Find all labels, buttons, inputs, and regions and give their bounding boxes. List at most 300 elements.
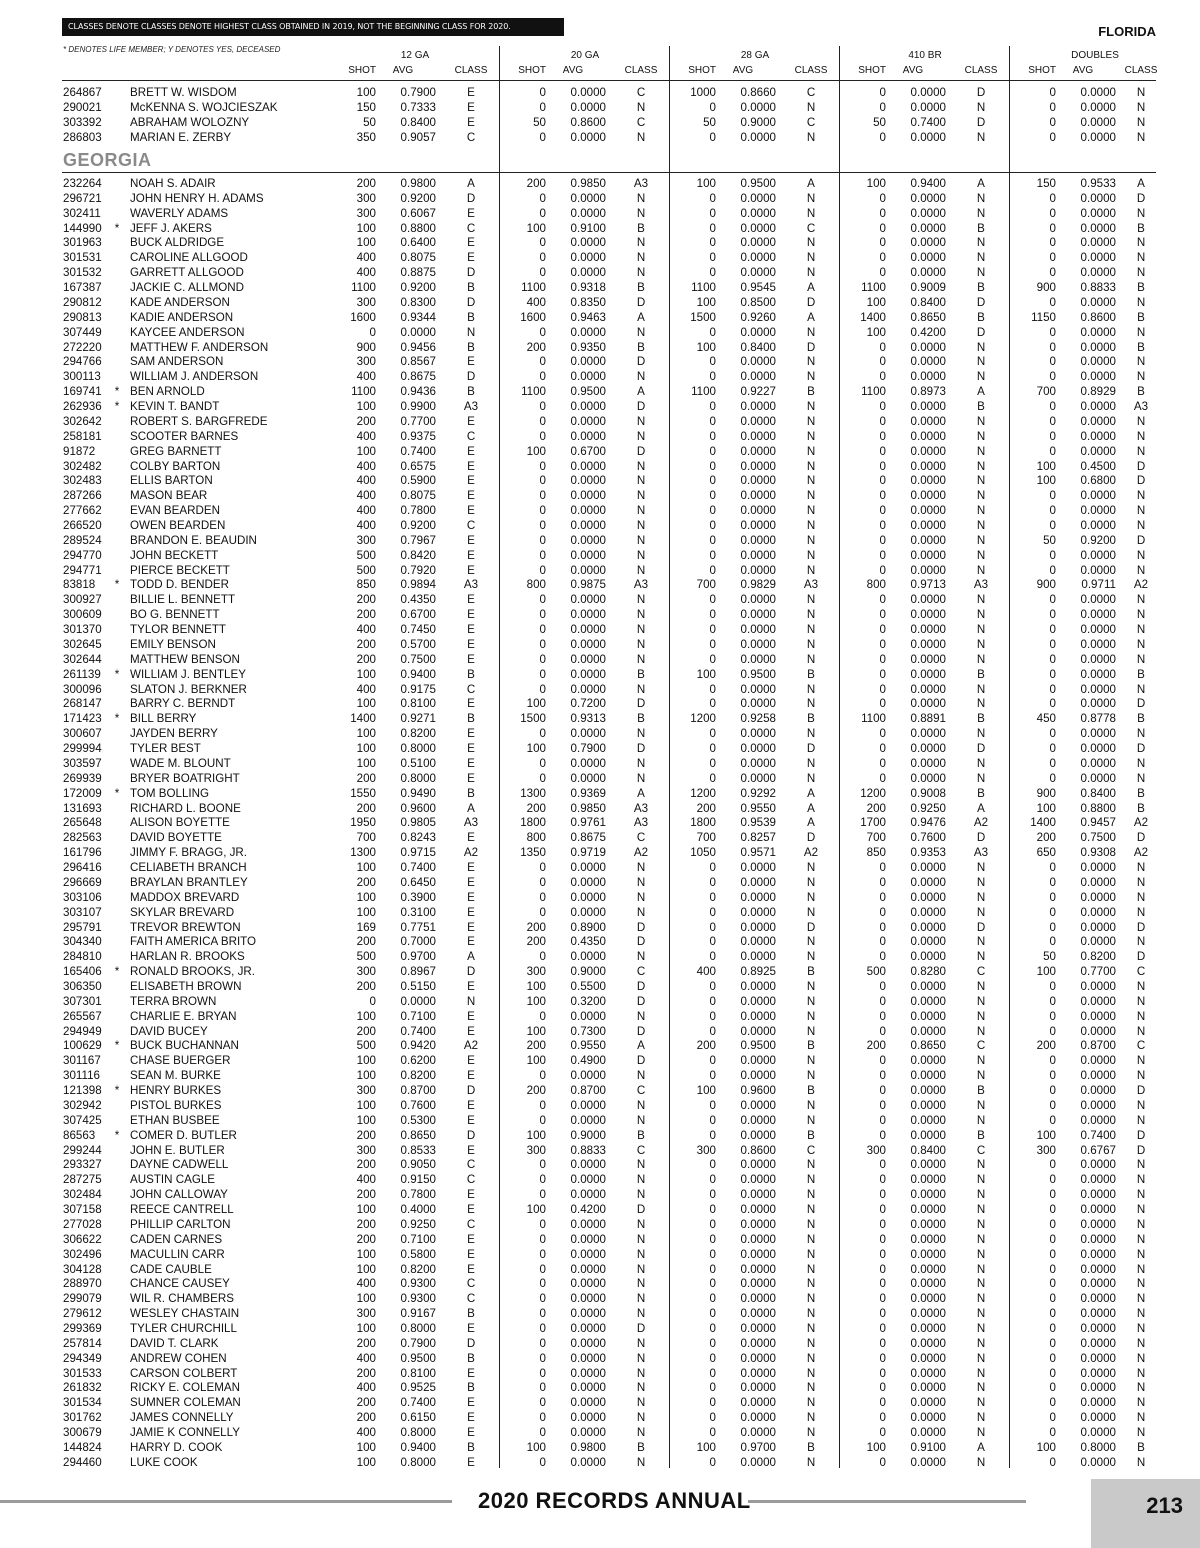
class-rating: N xyxy=(806,1203,816,1217)
shot-count: 0 xyxy=(709,756,716,770)
shot-count: 0 xyxy=(709,682,716,696)
shot-count: 0 xyxy=(1049,1188,1056,1202)
class-rating: A3 xyxy=(1133,400,1149,414)
average: 0.0000 xyxy=(910,1396,946,1410)
class-rating: D xyxy=(466,1084,476,1098)
class-rating: N xyxy=(976,935,986,949)
shot-count: 100 xyxy=(356,1069,376,1083)
shot-count: 0 xyxy=(879,1381,886,1395)
shot-count: 0 xyxy=(709,1262,716,1276)
shot-count: 0 xyxy=(879,100,886,114)
member-id: 169741 xyxy=(63,385,102,399)
shot-count: 300 xyxy=(356,355,376,369)
shot-count: 0 xyxy=(709,1009,716,1023)
class-rating: E xyxy=(467,771,475,785)
shot-count: 0 xyxy=(879,1009,886,1023)
class-rating: B xyxy=(807,1128,815,1142)
average: 0.7400 xyxy=(400,1024,436,1038)
average: 0.9829 xyxy=(740,578,776,592)
shot-count: 200 xyxy=(356,1396,376,1410)
shot-count: 0 xyxy=(709,593,716,607)
class-rating: N xyxy=(636,563,646,577)
column-group-1: 12 GA xyxy=(400,50,430,61)
table-row xyxy=(0,504,1200,519)
class-rating: A xyxy=(467,950,475,964)
shot-count: 0 xyxy=(1049,370,1056,384)
shot-count: 1100 xyxy=(521,385,546,399)
shot-count: 0 xyxy=(709,1113,716,1127)
class-rating: B xyxy=(467,667,475,681)
average: 0.0000 xyxy=(740,979,776,993)
member-id: 300927 xyxy=(63,593,102,607)
class-rating: N xyxy=(1136,504,1146,518)
average: 0.0000 xyxy=(740,130,776,144)
shot-count: 100 xyxy=(356,86,376,99)
shot-count: 0 xyxy=(709,994,716,1008)
class-rating: C xyxy=(806,115,816,129)
shot-count: 0 xyxy=(879,890,886,904)
member-name: WILLIAM J. ANDERSON xyxy=(130,370,259,384)
class-rating: N xyxy=(806,325,816,339)
class-rating: N xyxy=(636,459,646,473)
shot-count: 0 xyxy=(709,1396,716,1410)
class-rating: N xyxy=(1136,1054,1146,1068)
shot-count: 0 xyxy=(1049,623,1056,637)
shot-count: 200 xyxy=(356,979,376,993)
shot-count: 0 xyxy=(539,1426,546,1440)
average: 0.3200 xyxy=(570,994,606,1008)
member-name: FAITH AMERICA BRITO xyxy=(130,935,257,949)
shot-count: 0 xyxy=(1049,727,1056,741)
member-id: 302645 xyxy=(63,637,102,651)
average: 0.8660 xyxy=(740,86,776,99)
average: 0.0000 xyxy=(570,266,606,280)
member-id: 294949 xyxy=(63,1024,102,1038)
class-rating: E xyxy=(467,593,475,607)
member-id: 300096 xyxy=(63,682,102,696)
shot-count: 0 xyxy=(539,100,546,114)
shot-count: 1800 xyxy=(690,816,716,830)
average: 0.0000 xyxy=(570,950,606,964)
class-rating: N xyxy=(806,1381,816,1395)
class-rating: N xyxy=(806,1321,816,1335)
shot-count: 0 xyxy=(709,1411,716,1425)
member-name: ABRAHAM WOLOZNY xyxy=(130,115,250,129)
shot-count: 100 xyxy=(526,994,546,1008)
average: 0.6067 xyxy=(400,206,436,220)
class-rating: D xyxy=(466,1128,476,1142)
class-rating: D xyxy=(976,920,986,934)
average: 0.8700 xyxy=(570,1084,606,1098)
average: 0.0000 xyxy=(1080,623,1116,637)
shot-count: 400 xyxy=(356,489,376,503)
member-id: 301167 xyxy=(63,1054,101,1068)
average: 0.0000 xyxy=(910,1381,946,1395)
average: 0.8700 xyxy=(1080,1039,1116,1053)
class-rating: N xyxy=(976,548,986,562)
class-rating: N xyxy=(636,637,646,651)
average: 0.0000 xyxy=(570,771,606,785)
class-rating: B xyxy=(807,1084,815,1098)
member-name: ALISON BOYETTE xyxy=(130,816,230,830)
average: 0.8600 xyxy=(740,1143,776,1157)
shot-count: 400 xyxy=(356,1351,376,1365)
member-id: 257814 xyxy=(63,1336,102,1350)
member-id: 301116 xyxy=(63,1069,100,1083)
average: 0.0000 xyxy=(570,890,606,904)
life-member-mark: * xyxy=(114,786,120,800)
average: 0.0000 xyxy=(740,489,776,503)
class-rating: N xyxy=(976,563,986,577)
shot-count: 0 xyxy=(539,593,546,607)
shot-count: 1050 xyxy=(690,846,716,860)
table-row xyxy=(0,1292,1200,1307)
member-name: SEAN M. BURKE xyxy=(130,1069,221,1083)
shot-count: 200 xyxy=(356,1336,376,1350)
shot-count: 0 xyxy=(879,1203,886,1217)
average: 0.0000 xyxy=(570,236,606,250)
shot-count: 0 xyxy=(539,652,546,666)
table-row xyxy=(0,1352,1200,1367)
member-name: BEN ARNOLD xyxy=(130,385,205,399)
shot-count: 0 xyxy=(879,935,886,949)
member-id: 91872 xyxy=(63,444,96,458)
class-rating: N xyxy=(806,533,816,547)
shot-count: 800 xyxy=(866,578,886,592)
shot-count: 0 xyxy=(539,325,546,339)
shot-count: 200 xyxy=(356,935,376,949)
shot-count: 0 xyxy=(539,1217,546,1231)
table-row xyxy=(0,906,1200,921)
table-row xyxy=(0,385,1200,400)
average: 0.7900 xyxy=(400,86,436,99)
class-rating: N xyxy=(636,191,646,205)
shot-count: 100 xyxy=(866,1440,886,1454)
class-rating: A2 xyxy=(803,846,819,860)
average: 0.0000 xyxy=(570,1455,606,1469)
class-rating: E xyxy=(467,1113,475,1127)
average: 0.9550 xyxy=(740,801,776,815)
class-rating: N xyxy=(806,1426,816,1440)
class-rating: N xyxy=(1136,1321,1146,1335)
class-rating: N xyxy=(806,608,816,622)
average: 0.0000 xyxy=(570,86,606,99)
table-row xyxy=(0,1010,1200,1025)
class-rating: N xyxy=(976,1069,986,1083)
member-id: 269939 xyxy=(63,771,102,785)
shot-count: 0 xyxy=(709,325,716,339)
class-rating: N xyxy=(976,1336,986,1350)
class-rating: B xyxy=(1137,1440,1145,1454)
shot-count: 0 xyxy=(1049,1232,1056,1246)
class-rating: N xyxy=(636,1396,646,1410)
shot-count: 1600 xyxy=(520,310,546,324)
shot-count: 100 xyxy=(356,1321,376,1335)
average: 0.9400 xyxy=(910,177,946,190)
class-rating: C xyxy=(1136,965,1146,979)
shot-count: 0 xyxy=(879,742,886,756)
class-rating: N xyxy=(976,637,986,651)
member-name: KEVIN T. BANDT xyxy=(130,400,220,414)
shot-count: 0 xyxy=(709,1158,716,1172)
member-name: DAYNE CADWELL xyxy=(130,1158,229,1172)
class-rating: N xyxy=(1136,1069,1146,1083)
shot-count: 0 xyxy=(879,920,886,934)
average: 0.0000 xyxy=(910,459,946,473)
column-group-3: 28 GA xyxy=(740,50,770,61)
class-rating: N xyxy=(976,1098,986,1112)
class-rating: B xyxy=(467,340,475,354)
class-rating: N xyxy=(976,370,986,384)
average: 0.0000 xyxy=(910,637,946,651)
average: 0.8000 xyxy=(400,1321,436,1335)
class-rating: N xyxy=(806,623,816,637)
class-rating: N xyxy=(806,1307,816,1321)
table-row xyxy=(0,1203,1200,1218)
shot-count: 50 xyxy=(1043,533,1056,547)
class-rating: N xyxy=(976,519,986,532)
class-rating: N xyxy=(976,890,986,904)
member-name: DAVID BOYETTE xyxy=(130,831,222,845)
class-rating: N xyxy=(1136,756,1146,770)
average: 0.0000 xyxy=(1080,682,1116,696)
shot-count: 0 xyxy=(1049,979,1056,993)
member-name: GARRETT ALLGOOD xyxy=(130,266,244,280)
member-id: 265648 xyxy=(63,816,102,830)
average: 0.9350 xyxy=(570,340,606,354)
average: 0.0000 xyxy=(740,100,776,114)
shot-count: 1400 xyxy=(350,712,376,726)
shot-count: 0 xyxy=(879,519,886,532)
class-rating: A xyxy=(637,385,645,399)
shot-count: 0 xyxy=(709,533,716,547)
member-name: SAM ANDERSON xyxy=(130,355,224,369)
class-rating: N xyxy=(976,1173,986,1187)
class-rating: D xyxy=(466,1336,476,1350)
column-group-2: 20 GA xyxy=(570,50,600,61)
member-name: CAROLINE ALLGOOD xyxy=(130,251,248,265)
average: 0.9000 xyxy=(570,965,606,979)
average: 0.0000 xyxy=(910,682,946,696)
average: 0.0000 xyxy=(570,504,606,518)
average: 0.0000 xyxy=(1080,266,1116,280)
shot-count: 0 xyxy=(539,400,546,414)
average: 0.4350 xyxy=(400,593,436,607)
average: 0.5150 xyxy=(400,979,436,993)
class-rating: E xyxy=(467,444,475,458)
class-rating: D xyxy=(636,1321,646,1335)
class-rating: N xyxy=(636,623,646,637)
shot-count: 100 xyxy=(696,177,716,190)
table-row xyxy=(0,772,1200,787)
life-member-mark: * xyxy=(114,667,120,681)
shot-count: 0 xyxy=(709,771,716,785)
table-row xyxy=(0,86,1200,101)
class-rating: N xyxy=(976,652,986,666)
average: 0.0000 xyxy=(570,593,606,607)
shot-count: 500 xyxy=(356,548,376,562)
shot-count: 100 xyxy=(526,221,546,235)
table-row xyxy=(0,1441,1200,1456)
class-rating: N xyxy=(466,325,476,339)
average: 0.9100 xyxy=(910,1440,946,1454)
member-name: COMER D. BUTLER xyxy=(130,1128,237,1142)
shot-count: 0 xyxy=(879,1217,886,1231)
class-rating: N xyxy=(636,489,646,503)
table-row xyxy=(0,266,1200,281)
shot-count: 50 xyxy=(363,115,376,129)
class-rating: N xyxy=(1136,100,1146,114)
class-rating: N xyxy=(1136,1307,1146,1321)
class-rating: C xyxy=(636,115,646,129)
table-row xyxy=(0,1069,1200,1084)
average: 0.0000 xyxy=(910,1009,946,1023)
average: 0.0000 xyxy=(910,994,946,1008)
shot-count: 1200 xyxy=(690,786,716,800)
shot-count: 0 xyxy=(1049,1351,1056,1365)
class-rating: E xyxy=(467,1455,475,1469)
life-member-mark: * xyxy=(114,1128,120,1142)
average: 0.7400 xyxy=(400,861,436,875)
member-id: 266520 xyxy=(63,519,102,532)
shot-count: 500 xyxy=(356,1039,376,1053)
average: 0.0000 xyxy=(1080,206,1116,220)
class-rating: A xyxy=(977,177,985,190)
shot-count: 0 xyxy=(709,727,716,741)
average: 0.0000 xyxy=(740,1396,776,1410)
class-rating: E xyxy=(467,1203,475,1217)
member-name: EVAN BEARDEN xyxy=(130,504,220,518)
class-rating: D xyxy=(1136,474,1146,488)
shot-count: 0 xyxy=(539,1113,546,1127)
table-row xyxy=(0,653,1200,668)
class-rating: N xyxy=(806,652,816,666)
col-class-header: CLASS xyxy=(1124,65,1158,76)
average: 0.0000 xyxy=(570,1069,606,1083)
average: 0.0000 xyxy=(1080,1262,1116,1276)
shot-count: 100 xyxy=(356,727,376,741)
average: 0.0000 xyxy=(910,861,946,875)
member-name: WILLIAM J. BENTLEY xyxy=(130,667,246,681)
shot-count: 0 xyxy=(879,861,886,875)
member-id: 294349 xyxy=(63,1351,102,1365)
shot-count: 0 xyxy=(1049,563,1056,577)
class-rating: E xyxy=(467,563,475,577)
average: 0.0000 xyxy=(740,548,776,562)
class-rating: N xyxy=(806,1158,816,1172)
shot-count: 100 xyxy=(1036,474,1056,488)
shot-count: 0 xyxy=(539,1336,546,1350)
average: 0.8100 xyxy=(400,697,436,711)
average: 0.9400 xyxy=(400,667,436,681)
class-rating: B xyxy=(977,712,985,726)
member-id: 303392 xyxy=(63,115,102,129)
average: 0.8925 xyxy=(740,965,776,979)
member-name: CHARLIE E. BRYAN xyxy=(130,1009,237,1023)
class-rating: A2 xyxy=(463,1039,479,1053)
shot-count: 0 xyxy=(1049,325,1056,339)
shot-count: 0 xyxy=(879,1098,886,1112)
footer-rule-right xyxy=(748,1500,1026,1503)
table-row xyxy=(0,921,1200,936)
shot-count: 0 xyxy=(879,1396,886,1410)
class-rating: B xyxy=(637,712,645,726)
table-row xyxy=(0,950,1200,965)
average: 0.0000 xyxy=(740,1232,776,1246)
average: 0.0000 xyxy=(570,1277,606,1291)
class-rating: N xyxy=(1136,1173,1146,1187)
class-rating: N xyxy=(806,548,816,562)
class-rating: B xyxy=(637,1440,645,1454)
class-rating: N xyxy=(806,950,816,964)
shot-count: 0 xyxy=(879,875,886,889)
average: 0.0000 xyxy=(570,1113,606,1127)
average: 0.0000 xyxy=(570,191,606,205)
shot-count: 300 xyxy=(356,1143,376,1157)
average: 0.9600 xyxy=(400,801,436,815)
shot-count: 0 xyxy=(709,1217,716,1231)
member-name: KADE ANDERSON xyxy=(130,295,230,309)
member-name: KAYCEE ANDERSON xyxy=(130,325,245,339)
average: 0.0000 xyxy=(1080,1158,1116,1172)
member-name: TYLER CHURCHILL xyxy=(130,1321,237,1335)
table-row xyxy=(0,593,1200,608)
table-row xyxy=(0,430,1200,445)
average: 0.5500 xyxy=(570,979,606,993)
average: 0.0000 xyxy=(910,950,946,964)
member-id: 296669 xyxy=(63,875,102,889)
class-rating: N xyxy=(806,1217,816,1231)
average: 0.6800 xyxy=(1080,474,1116,488)
table-row xyxy=(0,1173,1200,1188)
shot-count: 0 xyxy=(879,370,886,384)
class-rating: N xyxy=(636,727,646,741)
class-rating: E xyxy=(467,1009,475,1023)
class-rating: N xyxy=(976,1113,986,1127)
class-rating: N xyxy=(806,474,816,488)
average: 0.8778 xyxy=(1080,712,1116,726)
shot-count: 150 xyxy=(356,100,376,114)
shot-count: 0 xyxy=(879,593,886,607)
class-rating: N xyxy=(1136,875,1146,889)
member-id: 171423 xyxy=(63,712,102,726)
class-rating: E xyxy=(467,979,475,993)
shot-count: 0 xyxy=(879,1069,886,1083)
class-rating: N xyxy=(806,1292,816,1306)
class-rating: E xyxy=(467,1426,475,1440)
average: 0.0000 xyxy=(570,206,606,220)
class-rating: N xyxy=(636,1351,646,1365)
average: 0.0000 xyxy=(910,563,946,577)
col-class-header: CLASS xyxy=(964,65,998,76)
shot-count: 1100 xyxy=(691,385,716,399)
shot-count: 200 xyxy=(526,340,546,354)
average: 0.0000 xyxy=(910,1217,946,1231)
shot-count: 0 xyxy=(709,1321,716,1335)
shot-count: 100 xyxy=(1036,1440,1056,1454)
class-rating: N xyxy=(976,950,986,964)
class-rating: N xyxy=(976,206,986,220)
class-rating: E xyxy=(467,236,475,250)
class-rating: A3 xyxy=(973,846,989,860)
average: 0.0000 xyxy=(1080,1024,1116,1038)
shot-count: 0 xyxy=(879,86,886,99)
class-rating: B xyxy=(467,712,475,726)
average: 0.0000 xyxy=(740,1158,776,1172)
shot-count: 0 xyxy=(709,563,716,577)
shot-count: 0 xyxy=(879,236,886,250)
shot-count: 200 xyxy=(356,875,376,889)
